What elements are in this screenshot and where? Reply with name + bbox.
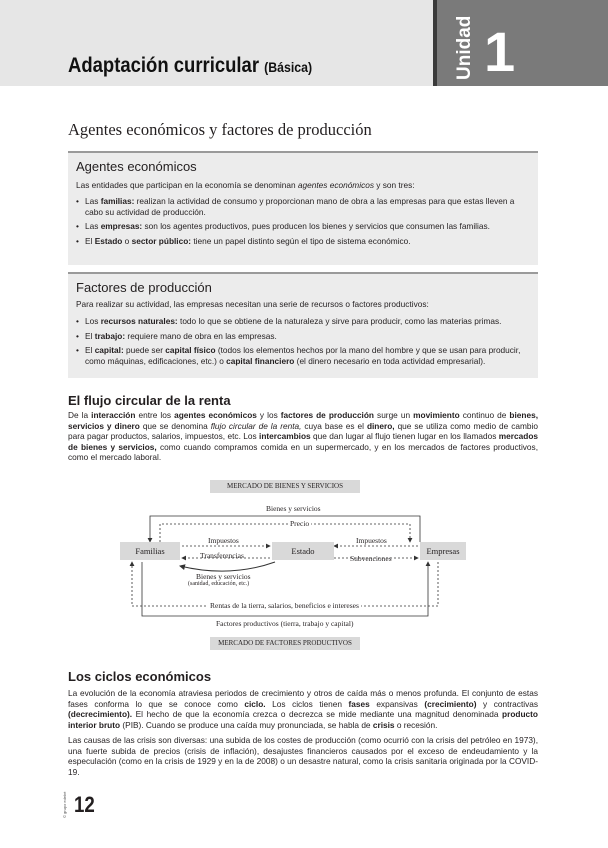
transferencias-label: Transferencias bbox=[200, 551, 244, 560]
factores-intro: Para realizar su actividad, las empresas necesitan una serie de recursos o factores productivos: bbox=[76, 299, 429, 309]
publisher-note: © grupo edebé bbox=[62, 791, 67, 818]
list-item: • El trabajo: requiere mano de obra en las empresas. bbox=[76, 331, 531, 342]
agentes-list bbox=[76, 196, 531, 250]
ciclos-heading: Los ciclos económicos bbox=[68, 669, 212, 684]
factores-box bbox=[68, 272, 538, 378]
agentes-intro: Las entidades que participan en la economía se denominan agentes económicos y son tres: bbox=[76, 180, 415, 190]
flujo-paragraph: De la interacción entre los agentes económicos y los factores de producción surge un movimiento continuo de bienes, servicios y dinero que se denomina flujo circular de la renta, cuya base es el dinero, que se utiliza como medio de cambio para pagar productos, salarios, impuestos, etc. Los intercambios que dan lugar al flujo tienen lugar en los llamados mercados de bienes y servicios, como cuando compramos comida en un supermercado, y en los mercados de factores productivos, como el mercado laboral. bbox=[68, 410, 539, 462]
node-estado: Estado bbox=[272, 542, 334, 560]
bienes2-label: Bienes y servicios bbox=[196, 572, 251, 581]
factores-title: Factores de producción bbox=[76, 280, 212, 295]
bienes-label: Bienes y servicios bbox=[266, 504, 321, 513]
section-title: Agentes económicos y factores de producción bbox=[68, 120, 372, 139]
title-subtitle: (Básica) bbox=[264, 59, 313, 75]
list-item: • El Estado o sector público: tiene un papel distinto según el tipo de sistema económico. bbox=[76, 236, 531, 247]
page-number: 12 bbox=[74, 792, 95, 817]
impuestos-left-label: Impuestos bbox=[208, 536, 239, 545]
flujo-heading: El flujo circular de la renta bbox=[68, 393, 231, 408]
agentes-title: Agentes económicos bbox=[76, 159, 197, 174]
list-item: • Las familias: realizan la actividad de consumo y proporcionan mano de obra a las empresas para que estas lleven a cabo su actividad de producción. bbox=[76, 196, 531, 217]
unit-label: Unidad bbox=[454, 15, 475, 80]
ciclos-paragraph-2: Las causas de las crisis son diversas: una subida de los costes de producción (como ocurrió con la crisis del petróleo en 1973), una fuerte subida de precios (crisis de inflación), desajustes financieros causados por el exceso de endeudamiento y la especulación (como en la crisis de 1929 y en la de 2008) o un desastre natural, como la crisis sanitaria originada por la COVID-19. bbox=[68, 735, 538, 777]
node-familias: Familias bbox=[120, 542, 180, 560]
circular-flow-diagram bbox=[120, 478, 460, 658]
node-empresas: Empresas bbox=[420, 542, 466, 560]
market-goods-label: MERCADO DE BIENES Y SERVICIOS bbox=[210, 480, 360, 493]
unit-number: 1 bbox=[484, 20, 516, 83]
page-title bbox=[68, 54, 312, 78]
rentas-label: Rentas de la tierra, salarios, beneficios e intereses bbox=[210, 601, 359, 610]
list-item: • Los recursos naturales: todo lo que se obtiene de la naturaleza y sirve para producir, como las materias primas. bbox=[76, 316, 531, 327]
sanidad-label: (sanidad, educación, etc.) bbox=[188, 581, 250, 587]
title-text: Adaptación curricular bbox=[68, 54, 260, 77]
subvenciones-label: Subvenciones bbox=[350, 554, 392, 563]
list-item: • Las empresas: son los agentes productivos, pues producen los bienes y servicios que consumen las familias. bbox=[76, 221, 531, 232]
factores-list bbox=[76, 316, 531, 370]
factores-label: Factores productivos (tierra, trabajo y capital) bbox=[216, 619, 354, 628]
impuestos-right-label: Impuestos bbox=[356, 536, 387, 545]
agentes-box bbox=[68, 151, 538, 265]
list-item: • El capital: puede ser capital físico (todos los elementos hechos por la mano del hombre y que se usan para producir, como máquinas, edificaciones, etc.) o capital financiero (el dinero necesario en toda actividad empresarial). bbox=[76, 345, 531, 366]
ciclos-paragraph-1: La evolución de la economía atraviesa periodos de crecimiento y otros de caída más o menos profunda. El conjunto de estas fases conforma lo que se conoce como ciclo. Los ciclos tienen fases expansivas (crecimiento) y contractivas (decrecimiento). El hecho de que la economía crezca o decrezca se mide mediante una magnitud denominada producto interior bruto (PIB). Cuando se produce una caída muy pronunciada, se habla de crisis o recesión. bbox=[68, 688, 538, 730]
precio-label: Precio bbox=[290, 519, 310, 528]
market-factors-label: MERCADO DE FACTORES PRODUCTIVOS bbox=[210, 637, 360, 650]
